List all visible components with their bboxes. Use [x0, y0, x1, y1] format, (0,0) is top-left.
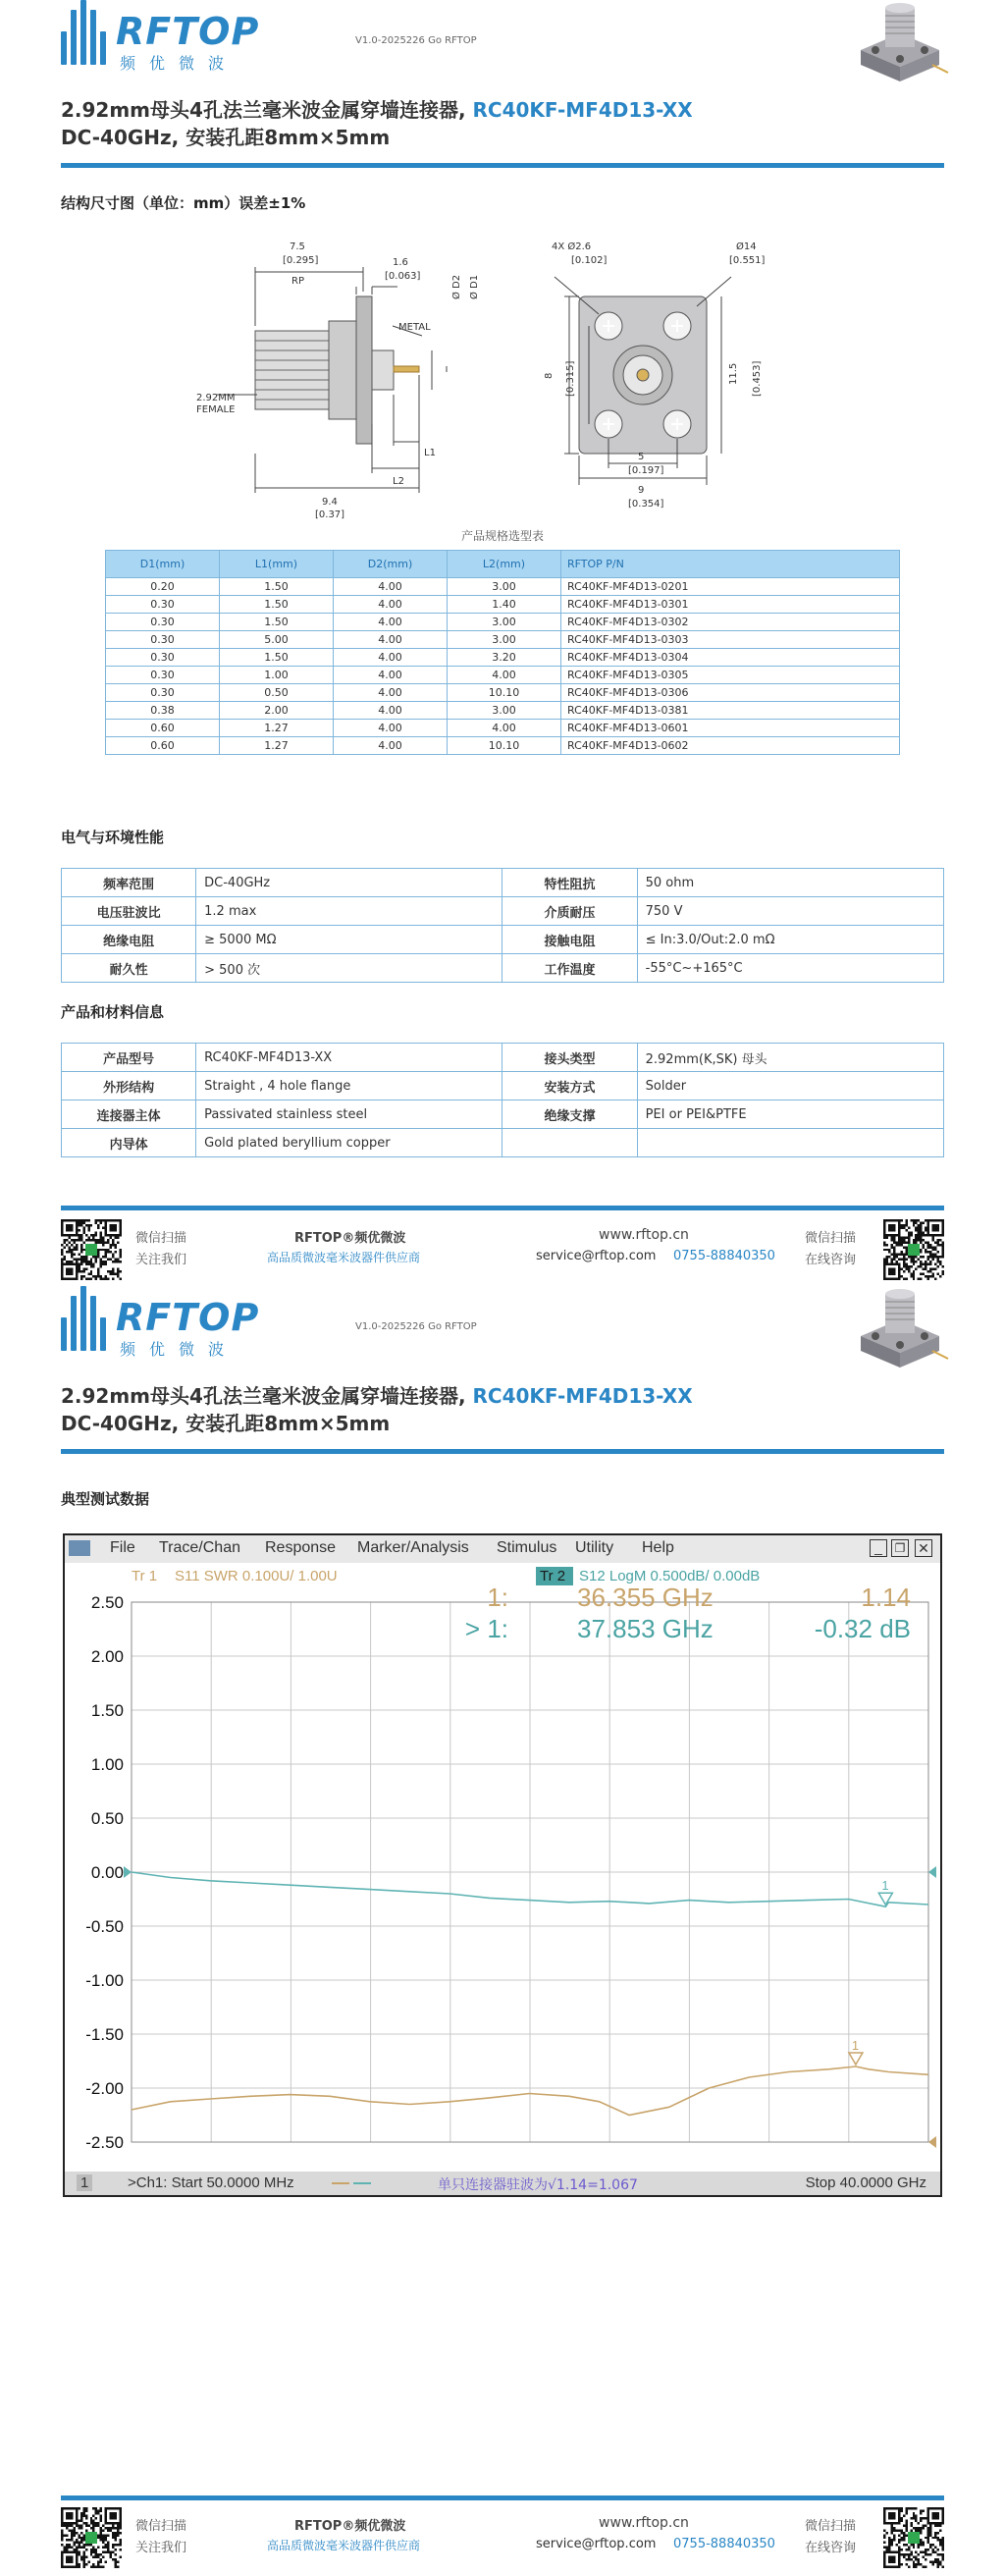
dim-label: 9.4	[322, 497, 338, 508]
table-cell: 0.30	[106, 631, 220, 649]
product-title-pn: RC40KF-MF4D13-XX	[472, 98, 693, 122]
dim-label: [0.063]	[385, 271, 421, 282]
part-number-cell: RC40KF-MF4D13-0381	[561, 702, 900, 720]
table-row	[106, 702, 900, 720]
table-cell: 0.38	[106, 702, 220, 720]
version-label: V1.0-2025226 Go RFTOP	[355, 1321, 477, 1332]
materials-table	[61, 1043, 944, 1157]
logo-wordmark: RFTOP	[116, 1296, 260, 1339]
dim-label: Ø D2	[451, 274, 462, 299]
consult-qr-code[interactable]	[883, 2507, 944, 2568]
property-value: 1.2 max	[196, 897, 502, 926]
menu-file[interactable]: File	[110, 1539, 135, 1556]
footer-phone[interactable]: 0755-88840350	[673, 1249, 775, 1263]
marker2-freq: 37.853 GHz	[577, 1614, 714, 1643]
footer	[61, 1219, 944, 1288]
vna-chart	[65, 1563, 940, 2172]
wechat-qr-code[interactable]	[61, 1219, 122, 1280]
property-row	[62, 926, 944, 954]
part-number-cell: RC40KF-MF4D13-0602	[561, 737, 900, 755]
footer-follow-text: 关注我们	[135, 2541, 187, 2555]
y-tick-label: -1.00	[85, 1971, 124, 1990]
property-row	[62, 1044, 944, 1072]
table-row	[106, 649, 900, 667]
dim-label: RP	[291, 276, 304, 287]
footer-scan-right: 微信扫描	[805, 2519, 857, 2534]
table-row	[106, 578, 900, 596]
property-value: PEI or PEI&PTFE	[637, 1100, 943, 1129]
property-label: 接头类型	[502, 1044, 637, 1072]
y-tick-label: 2.50	[90, 1593, 124, 1612]
property-value: 2.92mm(K,SK) 母头	[637, 1044, 943, 1072]
part-number-cell: RC40KF-MF4D13-0302	[561, 614, 900, 631]
minimize-icon[interactable]: _	[870, 1539, 887, 1557]
dim-label: 7.5	[290, 242, 305, 252]
table-cell: 3.20	[448, 649, 561, 667]
table-cell: 10.10	[448, 737, 561, 755]
spec-table-header	[106, 551, 900, 578]
dim-label: [0.295]	[283, 255, 319, 266]
y-tick-label: -2.00	[85, 2079, 124, 2098]
stop-frequency: Stop 40.0000 GHz	[805, 2174, 926, 2191]
vswr-note: 单只连接器驻波为√1.14=1.067	[438, 2177, 638, 2193]
part-number-cell: RC40KF-MF4D13-0304	[561, 649, 900, 667]
property-label: 安装方式	[502, 1072, 637, 1100]
footer-email[interactable]: service@rftop.com	[536, 2537, 657, 2551]
dim-label: [0.354]	[628, 499, 664, 510]
menu-trace-chan[interactable]: Trace/Chan	[159, 1539, 240, 1556]
table-cell: 3.00	[448, 614, 561, 631]
product-photo	[846, 0, 954, 104]
y-tick-label: 0.50	[90, 1809, 124, 1828]
footer	[61, 2507, 944, 2576]
property-row	[62, 1100, 944, 1129]
vna-status-bar	[65, 2172, 940, 2195]
y-tick-label: -0.50	[85, 1917, 124, 1936]
spec-table	[105, 550, 900, 755]
dim-label: L2	[393, 476, 404, 487]
table-cell: 4.00	[334, 631, 448, 649]
logo-wordmark: RFTOP	[116, 10, 260, 53]
property-row	[62, 1072, 944, 1100]
table-row	[106, 631, 900, 649]
property-value: 750 V	[637, 897, 943, 926]
footer-scan-text: 微信扫描	[135, 2519, 187, 2534]
logo-cn-name: 频优微波	[120, 54, 238, 73]
property-row	[62, 869, 944, 897]
property-label: 外形结构	[62, 1072, 196, 1100]
footer-slogan: 高品质微波毫米波器件供应商	[267, 2539, 421, 2552]
consult-qr-code[interactable]	[883, 1219, 944, 1280]
table-cell: 4.00	[334, 684, 448, 702]
table-cell: 0.60	[106, 720, 220, 737]
table-cell: 0.50	[220, 684, 334, 702]
y-tick-label: -1.50	[85, 2025, 124, 2044]
footer-scan-text: 微信扫描	[135, 1231, 187, 1246]
restore-icon[interactable]: ❐	[891, 1539, 909, 1557]
header	[61, 0, 944, 88]
table-row	[106, 737, 900, 755]
wechat-qr-code[interactable]	[61, 2507, 122, 2568]
property-label	[502, 1129, 637, 1157]
footer-slogan: 高品质微波毫米波器件供应商	[267, 1251, 421, 1264]
start-frequency: >Ch1: Start 50.0000 MHz	[128, 2174, 294, 2191]
product-title	[61, 94, 693, 123]
table-cell: 4.00	[334, 649, 448, 667]
dim-label: METAL	[398, 322, 431, 333]
dim-label: [0.551]	[729, 255, 766, 266]
menu-help[interactable]: Help	[642, 1539, 674, 1556]
dim-label: 4X Ø2.6	[552, 242, 592, 252]
part-number-cell: RC40KF-MF4D13-0201	[561, 578, 900, 596]
marker2-id: > 1:	[464, 1614, 508, 1643]
table-cell: 0.30	[106, 614, 220, 631]
tr1-label: Tr 1	[132, 1568, 158, 1584]
y-tick-label: 1.50	[90, 1701, 124, 1720]
section-title-structure: 结构尺寸图（单位：mm）误差±1%	[61, 194, 306, 212]
table-cell: 0.60	[106, 737, 220, 755]
marker1-freq: 36.355 GHz	[577, 1583, 714, 1612]
dim-label: L1	[424, 448, 436, 458]
y-tick-label: 0.00	[90, 1863, 124, 1882]
property-row	[62, 1129, 944, 1157]
tr2-format: S12 LogM 0.500dB/ 0.00dB	[579, 1568, 761, 1584]
part-number-cell: RC40KF-MF4D13-0306	[561, 684, 900, 702]
part-number-cell: RC40KF-MF4D13-0305	[561, 667, 900, 684]
trace-legend-icon	[332, 2182, 349, 2184]
table-cell: 1.27	[220, 720, 334, 737]
property-label: 绝缘支撑	[502, 1100, 637, 1129]
dim-label: [0.37]	[315, 510, 345, 520]
reference-marker	[928, 1866, 936, 1878]
tr1-format: S11 SWR 0.100U/ 1.00U	[175, 1568, 338, 1584]
table-row	[106, 720, 900, 737]
product-title-cn: 2.92mm母头4孔法兰毫米波金属穿墙连接器,	[61, 1384, 466, 1408]
table-cell: 3.00	[448, 631, 561, 649]
dimension-drawing	[196, 228, 805, 522]
table-cell: 3.00	[448, 578, 561, 596]
product-title-cn: 2.92mm母头4孔法兰毫米波金属穿墙连接器,	[61, 98, 466, 122]
table-row	[106, 614, 900, 631]
part-number-cell: RC40KF-MF4D13-0601	[561, 720, 900, 737]
table-cell: 10.10	[448, 684, 561, 702]
table-cell: 0.20	[106, 578, 220, 596]
property-label: 特性阻抗	[502, 869, 637, 897]
marker2-value: -0.32 dB	[814, 1614, 911, 1643]
property-label: 介质耐压	[502, 897, 637, 926]
table-cell: 0.30	[106, 667, 220, 684]
table-cell: 1.27	[220, 737, 334, 755]
marker-number: 1	[851, 2038, 860, 2053]
header	[61, 1286, 944, 1374]
footer-divider	[61, 1206, 944, 1210]
table-cell: 2.00	[220, 702, 334, 720]
channel-number: 1	[77, 2174, 92, 2191]
dim-label: [0.453]	[752, 360, 763, 397]
close-icon[interactable]: ✕	[915, 1539, 932, 1557]
property-value: Solder	[637, 1072, 943, 1100]
footer-divider	[61, 2496, 944, 2500]
vna-app-icon	[69, 1540, 90, 1556]
property-label: 频率范围	[62, 869, 196, 897]
table-cell: 4.00	[448, 720, 561, 737]
property-value: DC-40GHz	[196, 869, 502, 897]
spec-table-caption: 产品规格选型表	[460, 529, 544, 543]
table-cell: 4.00	[334, 667, 448, 684]
menu-stimulus[interactable]: Stimulus	[497, 1539, 557, 1556]
tr2-label: Tr 2	[540, 1568, 566, 1584]
col-header: D2(mm)	[334, 551, 448, 578]
header-divider	[61, 163, 944, 168]
marker1-value: 1.14	[861, 1583, 911, 1612]
y-tick-label: -2.50	[85, 2133, 124, 2152]
table-cell: 4.00	[334, 578, 448, 596]
table-cell: 4.00	[334, 702, 448, 720]
footer-scan-right: 微信扫描	[805, 1231, 857, 1246]
table-row	[106, 596, 900, 614]
reference-marker	[124, 1866, 132, 1878]
electrical-table	[61, 868, 944, 983]
menu-utility[interactable]: Utility	[575, 1539, 614, 1556]
property-label: 绝缘电阻	[62, 926, 196, 954]
product-title-pn: RC40KF-MF4D13-XX	[472, 1384, 693, 1408]
dim-label: 2.92MM	[196, 393, 236, 403]
footer-website[interactable]: www.rftop.cn	[599, 2515, 689, 2531]
table-cell: 4.00	[334, 737, 448, 755]
vna-plot	[65, 1563, 940, 2172]
product-title	[61, 1380, 693, 1409]
table-cell: 0.30	[106, 596, 220, 614]
table-cell: 3.00	[448, 702, 561, 720]
footer-consult: 在线咨询	[805, 2541, 857, 2555]
section-title-materials: 产品和材料信息	[61, 1003, 165, 1021]
dim-label: Ø D1	[469, 274, 480, 299]
col-header: L2(mm)	[448, 551, 561, 578]
footer-follow-text: 关注我们	[135, 1253, 187, 1267]
property-label: 接触电阻	[502, 926, 637, 954]
property-value	[637, 1129, 943, 1157]
dim-label: [0.102]	[571, 255, 608, 266]
footer-brand: RFTOP®频优微波	[294, 1231, 406, 1246]
dim-label: 5	[638, 452, 645, 462]
product-subtitle: DC-40GHz, 安装孔距8mm×5mm	[61, 126, 391, 149]
table-cell: 5.00	[220, 631, 334, 649]
header-divider	[61, 1449, 944, 1454]
property-label: 内导体	[62, 1129, 196, 1157]
table-cell: 1.40	[448, 596, 561, 614]
property-label: 连接器主体	[62, 1100, 196, 1129]
logo-cn-name: 频优微波	[120, 1340, 238, 1359]
col-header: D1(mm)	[106, 551, 220, 578]
table-cell: 4.00	[334, 596, 448, 614]
section-title-electrical: 电气与环境性能	[61, 829, 165, 846]
col-header: RFTOP P/N	[561, 551, 900, 578]
col-header: L1(mm)	[220, 551, 334, 578]
part-number-cell: RC40KF-MF4D13-0303	[561, 631, 900, 649]
footer-email[interactable]: service@rftop.com	[536, 1249, 657, 1263]
footer-phone[interactable]: 0755-88840350	[673, 2537, 775, 2551]
table-row	[106, 684, 900, 702]
footer-website[interactable]: www.rftop.cn	[599, 1227, 689, 1243]
version-label: V1.0-2025226 Go RFTOP	[355, 35, 477, 46]
dim-label: [0.315]	[565, 360, 576, 397]
table-cell: 1.50	[220, 578, 334, 596]
menu-marker-analysis[interactable]: Marker/Analysis	[357, 1539, 469, 1556]
property-value: Gold plated beryllium copper	[196, 1129, 502, 1157]
property-label: 工作温度	[502, 954, 637, 983]
dim-label: 11.5	[728, 362, 739, 385]
product-photo	[846, 1282, 954, 1390]
product-subtitle: DC-40GHz, 安装孔距8mm×5mm	[61, 1412, 391, 1435]
property-label: 耐久性	[62, 954, 196, 983]
dim-label: [0.197]	[628, 465, 664, 476]
table-cell: 4.00	[334, 720, 448, 737]
part-number-cell: RC40KF-MF4D13-0301	[561, 596, 900, 614]
table-cell: 1.50	[220, 596, 334, 614]
property-value: ≥ 5000 MΩ	[196, 926, 502, 954]
page-1	[0, 0, 1005, 1276]
menu-response[interactable]: Response	[265, 1539, 337, 1556]
property-value: RC40KF-MF4D13-XX	[196, 1044, 502, 1072]
section-title-test-data: 典型测试数据	[61, 1490, 150, 1508]
dim-label: 9	[638, 485, 645, 496]
dim-label: FEMALE	[196, 404, 236, 415]
table-cell: 1.00	[220, 667, 334, 684]
property-label: 产品型号	[62, 1044, 196, 1072]
property-label: 电压驻波比	[62, 897, 196, 926]
reference-marker	[928, 2136, 936, 2148]
table-cell: 1.50	[220, 649, 334, 667]
table-cell: 4.00	[334, 614, 448, 631]
marker-triangle	[849, 2053, 863, 2065]
vna-menu-bar	[65, 1535, 940, 1563]
dim-label: 1.6	[393, 257, 408, 268]
property-row	[62, 897, 944, 926]
y-tick-label: 2.00	[90, 1647, 124, 1666]
dim-label: Ø14	[736, 242, 757, 252]
marker1-id: 1:	[487, 1583, 508, 1612]
property-row	[62, 954, 944, 983]
table-cell: 0.30	[106, 649, 220, 667]
table-cell: 4.00	[448, 667, 561, 684]
property-value: ≤ In:3.0/Out:2.0 mΩ	[637, 926, 943, 954]
vna-screenshot	[63, 1533, 942, 2197]
property-value: 50 ohm	[637, 869, 943, 897]
marker-number: 1	[881, 1878, 889, 1894]
footer-brand: RFTOP®频优微波	[294, 2519, 406, 2534]
rftop-logo	[61, 2, 267, 71]
footer-consult: 在线咨询	[805, 1253, 857, 1267]
rftop-logo	[61, 1288, 267, 1357]
property-value: -55°C~+165°C	[637, 954, 943, 983]
dim-label: 8	[544, 372, 555, 379]
property-value: Passivated stainless steel	[196, 1100, 502, 1129]
table-cell: 1.50	[220, 614, 334, 631]
table-row	[106, 667, 900, 684]
y-tick-label: 1.00	[90, 1755, 124, 1774]
property-value: > 500 次	[196, 954, 502, 983]
trace-legend-icon	[353, 2182, 371, 2184]
property-value: Straight , 4 hole flange	[196, 1072, 502, 1100]
table-cell: 0.30	[106, 684, 220, 702]
